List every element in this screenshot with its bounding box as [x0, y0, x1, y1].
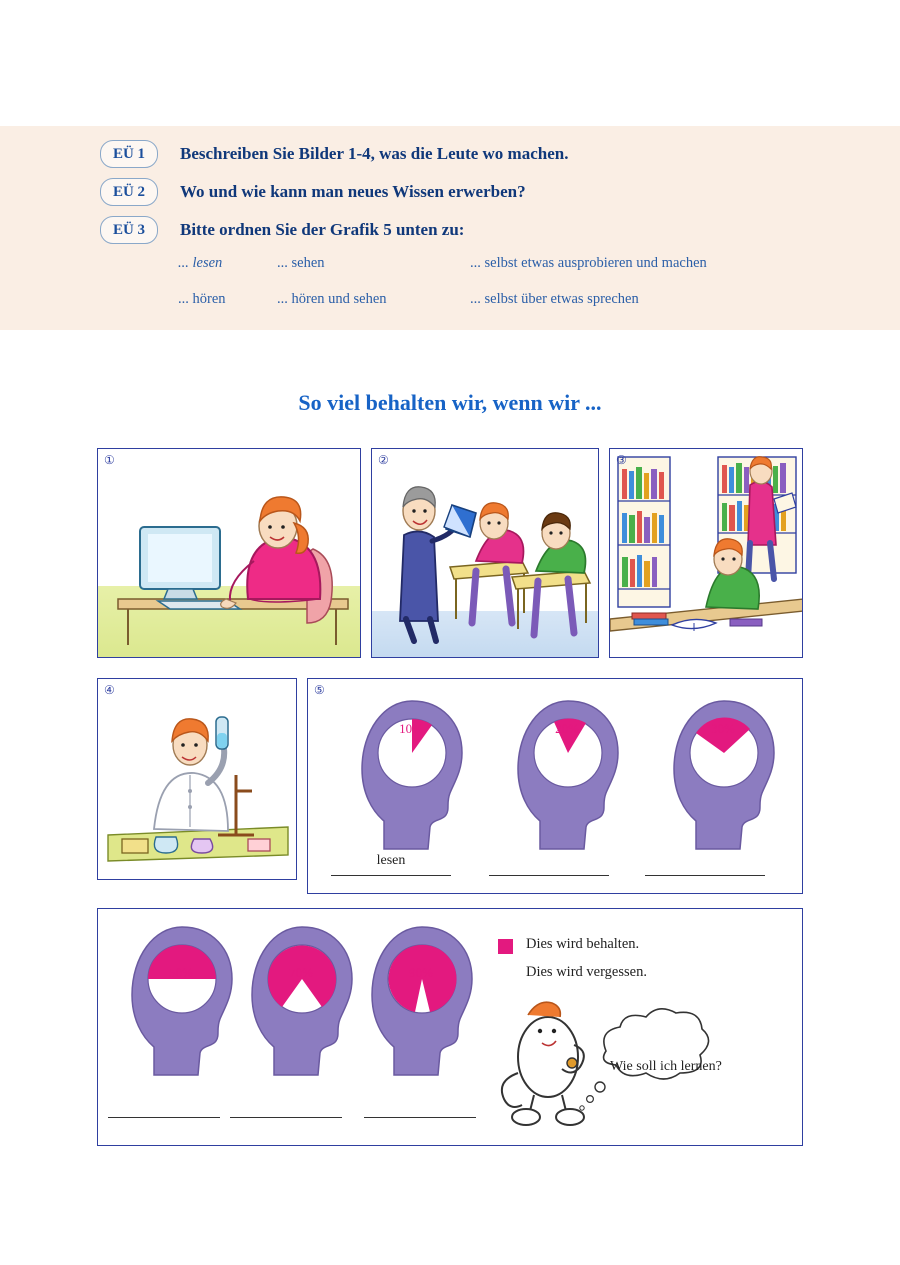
picture-number-2: ②: [378, 453, 389, 467]
answer-line-4[interactable]: [108, 1117, 220, 1118]
head-70: [240, 923, 362, 1083]
illustration-lab-scene: [98, 679, 297, 880]
head-10: [350, 697, 472, 857]
option-lesen: ... lesen: [178, 255, 223, 271]
picture-4: [97, 678, 297, 880]
head-20: [506, 697, 628, 857]
option-ausprobieren: ... selbst etwas ausprobieren und machen: [470, 255, 707, 271]
option-hoeren-sehen: ... hören und sehen: [277, 291, 387, 307]
legend-label-kept: Dies wird behalten.: [526, 936, 640, 952]
page-title: So viel behalten wir, wenn wir ...: [298, 390, 602, 415]
head-silhouette-icon: [360, 923, 482, 1083]
exercise-row-2: [100, 178, 526, 206]
exercise-tag-2: EÜ 2: [100, 178, 158, 206]
exercise-tag-3: EÜ 3: [100, 216, 158, 244]
picture-number-5: ⑤: [314, 683, 325, 697]
exercise-text-1: Beschreiben Sie Bilder 1-4, was die Leute wo machen.: [180, 144, 569, 163]
speech-bubble-text: Wie soll ich lernen?: [610, 1059, 722, 1074]
answer-line-2[interactable]: [489, 875, 609, 876]
answer-line-6[interactable]: [364, 1117, 476, 1118]
percent-70: 70%: [289, 965, 313, 980]
percent-90: 90%: [409, 965, 433, 980]
option-hoeren: ... hören: [178, 291, 226, 307]
percent-50: 50%: [169, 965, 193, 980]
picture-2: [371, 448, 599, 658]
percent-20: 20%: [555, 721, 579, 736]
head-90: [360, 923, 482, 1083]
legend-swatch-kept: [498, 939, 513, 954]
option-sehen: ... sehen: [277, 255, 325, 271]
head-silhouette-icon: [120, 923, 242, 1083]
option-sprechen: ... selbst über etwas sprechen: [470, 291, 639, 307]
exercise-text-3: Bitte ordnen Sie der Grafik 5 unten zu:: [180, 220, 465, 239]
head-50: [120, 923, 242, 1083]
exercise-row-3: [100, 216, 464, 244]
exercise-text-2: Wo und wie kann man neues Wissen erwerben?: [180, 182, 526, 201]
picture-number-4: ④: [104, 683, 115, 697]
exercise-tag-1: EÜ 1: [100, 140, 158, 168]
head-30: [662, 697, 784, 857]
answer-line-5[interactable]: [230, 1117, 342, 1118]
head-silhouette-icon: [240, 923, 362, 1083]
illustration-classroom-scene: [372, 449, 599, 658]
answer-line-3[interactable]: [645, 875, 765, 876]
legend-label-forgotten: Dies wird vergessen.: [526, 964, 647, 980]
exercise-band: [0, 126, 900, 330]
picture-number-1: ①: [104, 453, 115, 467]
picture-5: [307, 678, 803, 894]
picture-1: [97, 448, 361, 658]
percent-10: 10%: [399, 721, 423, 736]
picture-3: [609, 448, 803, 658]
answer-label-lesen: lesen: [376, 853, 406, 868]
answer-line-1[interactable]: [331, 875, 451, 876]
exercise-row-1: [100, 140, 568, 168]
picture-number-3: ③: [616, 453, 627, 467]
percent-30: 30%: [711, 721, 735, 736]
illustration-library-scene: [610, 449, 803, 658]
picture-5-lower: [97, 908, 803, 1146]
illustration-computer-scene: [98, 449, 361, 658]
